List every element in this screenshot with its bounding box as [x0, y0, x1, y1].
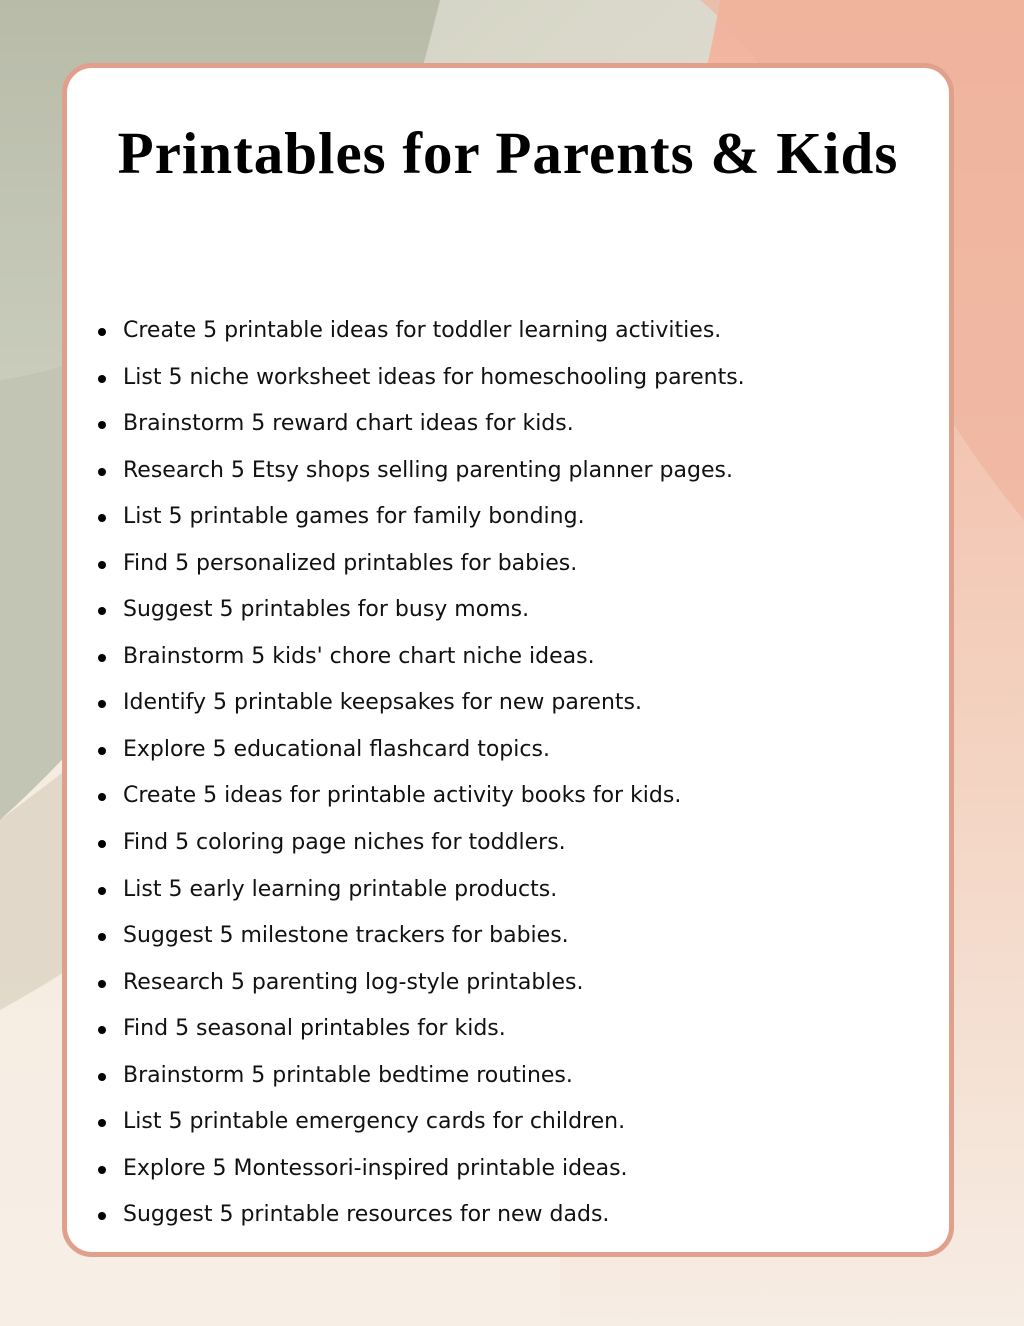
list-item-text: Brainstorm 5 kids' chore chart niche ideas. [123, 643, 595, 669]
bullet-icon [98, 1073, 106, 1081]
list-item-text: List 5 niche worksheet ideas for homeschooling parents. [123, 364, 745, 390]
list-item-text: Find 5 personalized printables for babies. [123, 550, 578, 576]
list-item [67, 1192, 949, 1239]
bullet-icon [98, 887, 106, 895]
list-item-text: Suggest 5 milestone trackers for babies. [123, 923, 569, 949]
list-item [67, 448, 949, 495]
list-item [67, 960, 949, 1007]
list-item-text: Suggest 5 printable resources for new dads. [123, 1202, 610, 1228]
content-card [62, 63, 954, 1257]
list-item [67, 587, 949, 634]
list-item-text: Create 5 ideas for printable activity books for kids. [123, 783, 682, 809]
list-item [67, 1146, 949, 1193]
bullet-icon [98, 1119, 106, 1127]
list-item [67, 867, 949, 914]
list-item [67, 1053, 949, 1100]
list-item [67, 820, 949, 867]
bullet-icon [98, 1166, 106, 1174]
list-item [67, 494, 949, 541]
list-item [67, 355, 949, 402]
page-title: Printables for Parents & Kids [117, 120, 899, 186]
list-item-text: Explore 5 educational flashcard topics. [123, 736, 550, 762]
list-item [67, 1099, 949, 1146]
list-item [67, 913, 949, 960]
bullet-icon [98, 468, 106, 476]
list-item-text: Create 5 printable ideas for toddler learning activities. [123, 318, 722, 343]
list-item-text: Explore 5 Montessori-inspired printable ideas. [123, 1155, 628, 1181]
list-item [67, 680, 949, 727]
bullet-icon [98, 840, 106, 848]
bullet-icon [98, 1212, 106, 1220]
bullet-icon [98, 421, 106, 429]
bullet-icon [98, 980, 106, 988]
bullet-icon [98, 700, 106, 708]
list-item-text: List 5 printable games for family bonding. [123, 504, 585, 530]
bullet-icon [98, 375, 106, 383]
bullet-icon [98, 747, 106, 755]
list-item-text: List 5 printable emergency cards for children. [123, 1109, 626, 1135]
bullet-icon [98, 793, 106, 801]
list-item [67, 308, 949, 355]
list-item [67, 727, 949, 774]
list-item-text: Suggest 5 printables for busy moms. [123, 597, 530, 623]
list-item [67, 634, 949, 681]
bullet-icon [98, 607, 106, 615]
list-item [67, 401, 949, 448]
list-item-text: List 5 early learning printable products. [123, 876, 558, 902]
prompt-list [67, 308, 949, 1239]
bullet-icon [98, 328, 106, 336]
list-item-text: Brainstorm 5 reward chart ideas for kids. [123, 411, 574, 437]
bullet-icon [98, 933, 106, 941]
list-item-text: Research 5 Etsy shops selling parenting planner pages. [123, 457, 733, 483]
list-item-text: Brainstorm 5 printable bedtime routines. [123, 1062, 573, 1088]
list-item-text: Identify 5 printable keepsakes for new parents. [123, 690, 642, 716]
bullet-icon [98, 561, 106, 569]
bullet-icon [98, 1026, 106, 1034]
list-item [67, 1006, 949, 1053]
list-item-text: Find 5 seasonal printables for kids. [123, 1016, 506, 1042]
list-item-text: Find 5 coloring page niches for toddlers. [123, 830, 566, 856]
list-item [67, 773, 949, 820]
bullet-icon [98, 654, 106, 662]
bullet-icon [98, 514, 106, 522]
list-item-text: Research 5 parenting log-style printables. [123, 969, 584, 995]
list-item [67, 541, 949, 588]
